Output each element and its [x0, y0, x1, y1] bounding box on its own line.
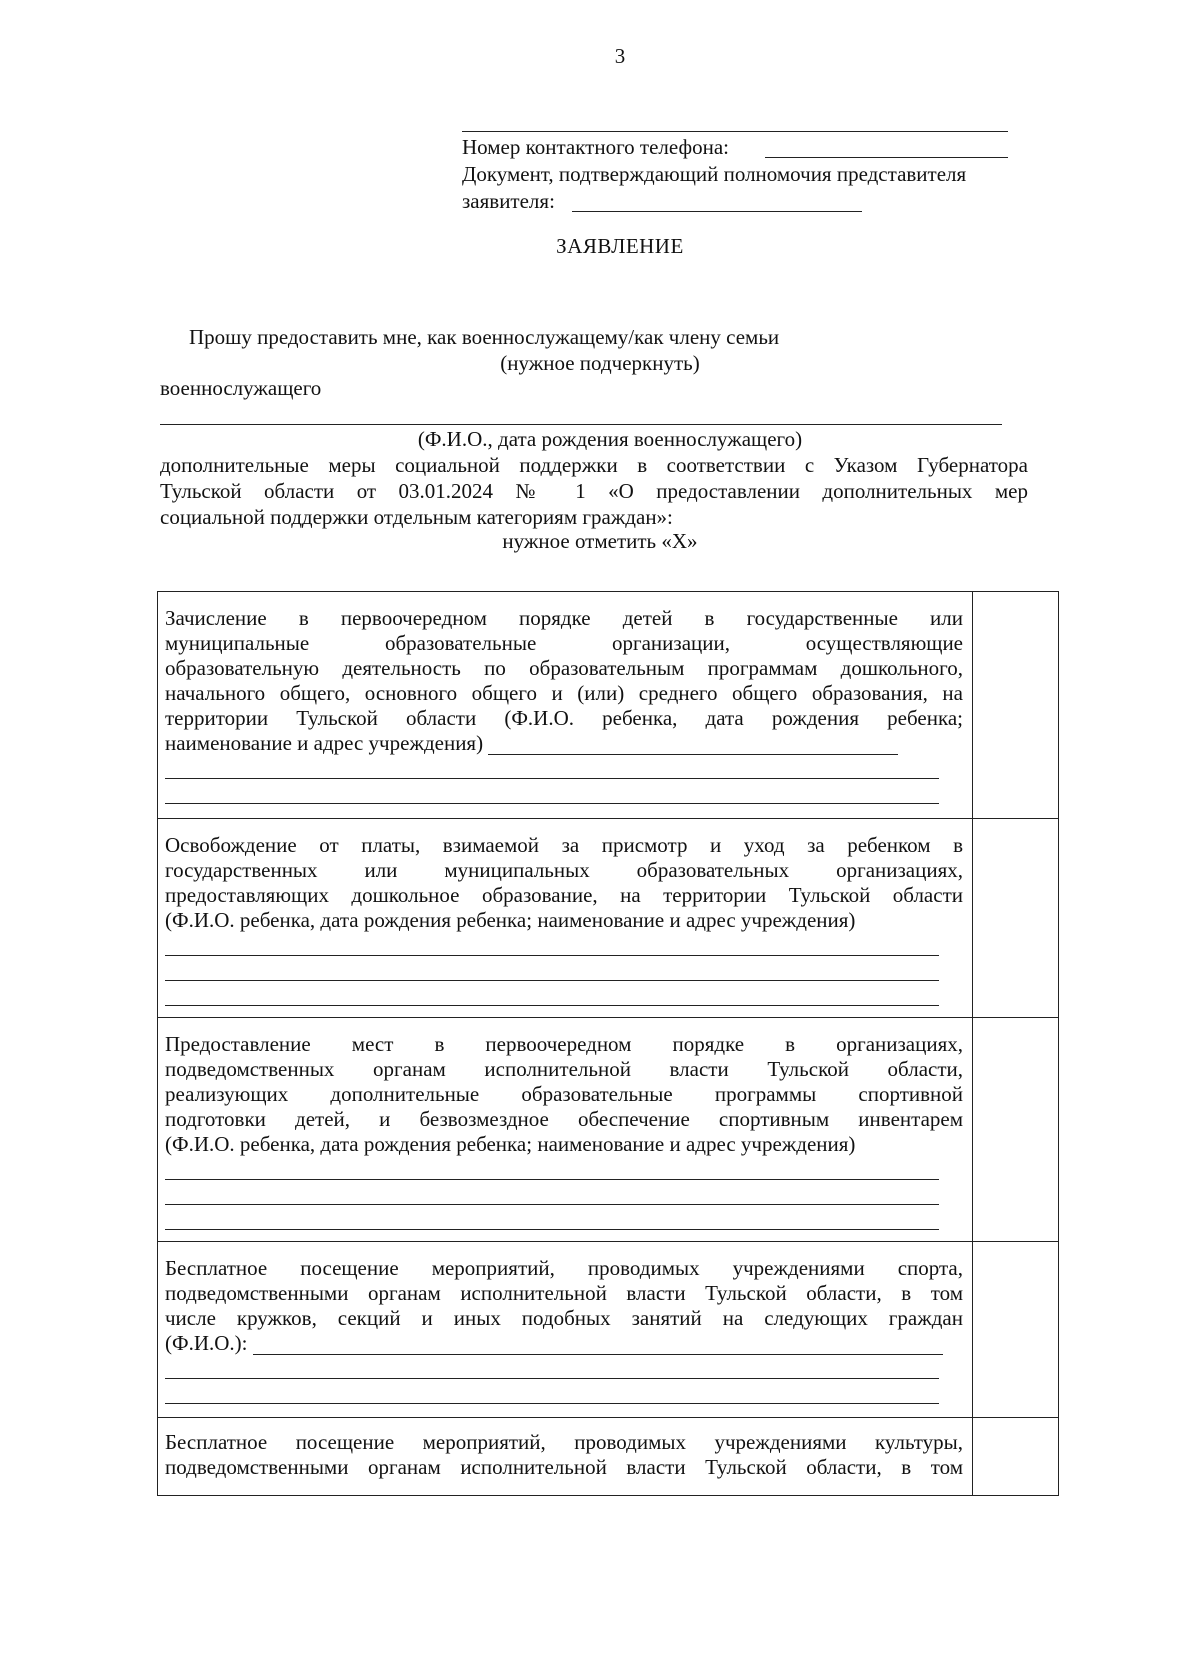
request-line-1: Прошу предоставить мне, как военнослужащему/как члену семьи — [189, 325, 780, 349]
option-3-line-3: реализующих дополнительные образовательные программы спортивной — [165, 1082, 963, 1106]
option-5-mark-box[interactable] — [973, 1418, 1059, 1496]
option-4-line-4-wrap — [165, 1331, 963, 1356]
option-4-mark-box[interactable] — [973, 1242, 1059, 1418]
option-1-inline-field[interactable] — [488, 736, 898, 755]
option-4-line-3: числе кружков, секций и иных подобных занятий на следующих граждан — [165, 1306, 963, 1330]
table-row — [158, 592, 1059, 819]
table-row — [158, 1242, 1059, 1418]
option-2-line-2: государственных или муниципальных образовательных организациях, — [165, 858, 963, 882]
option-2-field-2[interactable] — [165, 956, 939, 981]
option-3-line-5: (Ф.И.О. ребенка, дата рождения ребенка; наименование и адрес учреждения) — [165, 1132, 856, 1156]
option-4-line-1: Бесплатное посещение мероприятий, проводимых учреждениями спорта, — [165, 1256, 963, 1280]
request-body-line-1: дополнительные меры социальной поддержки в соответствии с Указом Губернатора — [160, 453, 1028, 477]
mark-note: нужное отметить «Х» — [502, 529, 698, 553]
option-3-mark-box[interactable] — [973, 1018, 1059, 1242]
option-2-line-3: предоставляющих дошкольное образование, на территории Тульской области — [165, 883, 963, 907]
underline-note: (нужное подчеркнуть) — [500, 351, 700, 375]
option-text-cell — [158, 1018, 973, 1242]
option-1-field-1[interactable] — [165, 756, 939, 779]
option-3-field-1[interactable] — [165, 1157, 939, 1180]
option-1-line-5: территории Тульской области (Ф.И.О. ребенка, дата рождения ребенка; — [165, 706, 963, 730]
authority-document-label: Документ, подтверждающий полномочия представителя — [462, 162, 967, 186]
option-2-line-4: (Ф.И.О. ребенка, дата рождения ребенка; наименование и адрес учреждения) — [165, 908, 856, 932]
option-text-cell — [158, 592, 973, 819]
option-5-line-2: подведомственными органам исполнительной власти Тульской области, в том — [165, 1455, 963, 1479]
request-body-line-3: социальной поддержки отдельным категориям граждан»: — [160, 505, 673, 529]
options-table — [157, 591, 1059, 1496]
authority-document-field[interactable] — [572, 211, 862, 212]
option-3-field-2[interactable] — [165, 1180, 939, 1205]
authority-document-label-cont: заявителя: — [462, 189, 555, 213]
option-1-field-2[interactable] — [165, 779, 939, 804]
request-body-line-2: Тульской области от 03.01.2024 № 1 «О предоставлении дополнительных мер — [160, 479, 1028, 503]
option-4-line-2: подведомственными органам исполнительной власти Тульской области, в том — [165, 1281, 963, 1305]
option-text-cell — [158, 1242, 973, 1418]
table-row — [158, 819, 1059, 1018]
option-2-mark-box[interactable] — [973, 819, 1059, 1018]
option-2-field-3[interactable] — [165, 981, 939, 1006]
option-1-line-6: наименование и адрес учреждения) — [165, 731, 484, 755]
option-1-line-3: образовательную деятельность по образовательным программам дошкольного, — [165, 656, 963, 680]
request-line-2: военнослужащего — [160, 376, 322, 400]
option-4-line-4: (Ф.И.О.): — [165, 1331, 248, 1355]
table-row — [158, 1418, 1059, 1496]
phone-field[interactable] — [765, 157, 1008, 158]
option-3-line-1: Предоставление мест в первоочередном порядке в организациях, — [165, 1032, 963, 1056]
option-3-line-4: подготовки детей, и безвозмездное обеспечение спортивным инвентарем — [165, 1107, 963, 1131]
option-4-field-1[interactable] — [165, 1356, 939, 1379]
page-number: 3 — [614, 44, 626, 68]
option-1-mark-box[interactable] — [973, 592, 1059, 819]
option-3-line-2: подведомственных органам исполнительной власти Тульской области, — [165, 1057, 963, 1081]
option-5-line-1: Бесплатное посещение мероприятий, проводимых учреждениями культуры, — [165, 1430, 963, 1454]
option-2-line-1: Освобождение от платы, взимаемой за присмотр и уход за ребенком в — [165, 833, 963, 857]
top-blank-line[interactable] — [462, 131, 1008, 132]
option-1-line-4: начального общего, основного общего и (или) среднего общего образования, на — [165, 681, 963, 705]
option-text-cell — [158, 819, 973, 1018]
option-1-line-2: муниципальные образовательные организации, осуществляющие — [165, 631, 963, 655]
option-2-field-1[interactable] — [165, 933, 939, 956]
serviceman-fio-field[interactable] — [160, 424, 1002, 425]
table-row — [158, 1018, 1059, 1242]
option-4-field-2[interactable] — [165, 1379, 939, 1404]
document-title: ЗАЯВЛЕНИЕ — [556, 234, 684, 258]
option-1-line-6-wrap — [165, 731, 963, 756]
option-3-field-3[interactable] — [165, 1205, 939, 1230]
serviceman-fio-caption: (Ф.И.О., дата рождения военнослужащего) — [417, 427, 803, 451]
option-4-inline-field[interactable] — [253, 1336, 943, 1355]
phone-label: Номер контактного телефона: — [462, 135, 729, 159]
option-1-line-1: Зачисление в первоочередном порядке детей в государственные или — [165, 606, 963, 630]
option-text-cell — [158, 1418, 973, 1496]
